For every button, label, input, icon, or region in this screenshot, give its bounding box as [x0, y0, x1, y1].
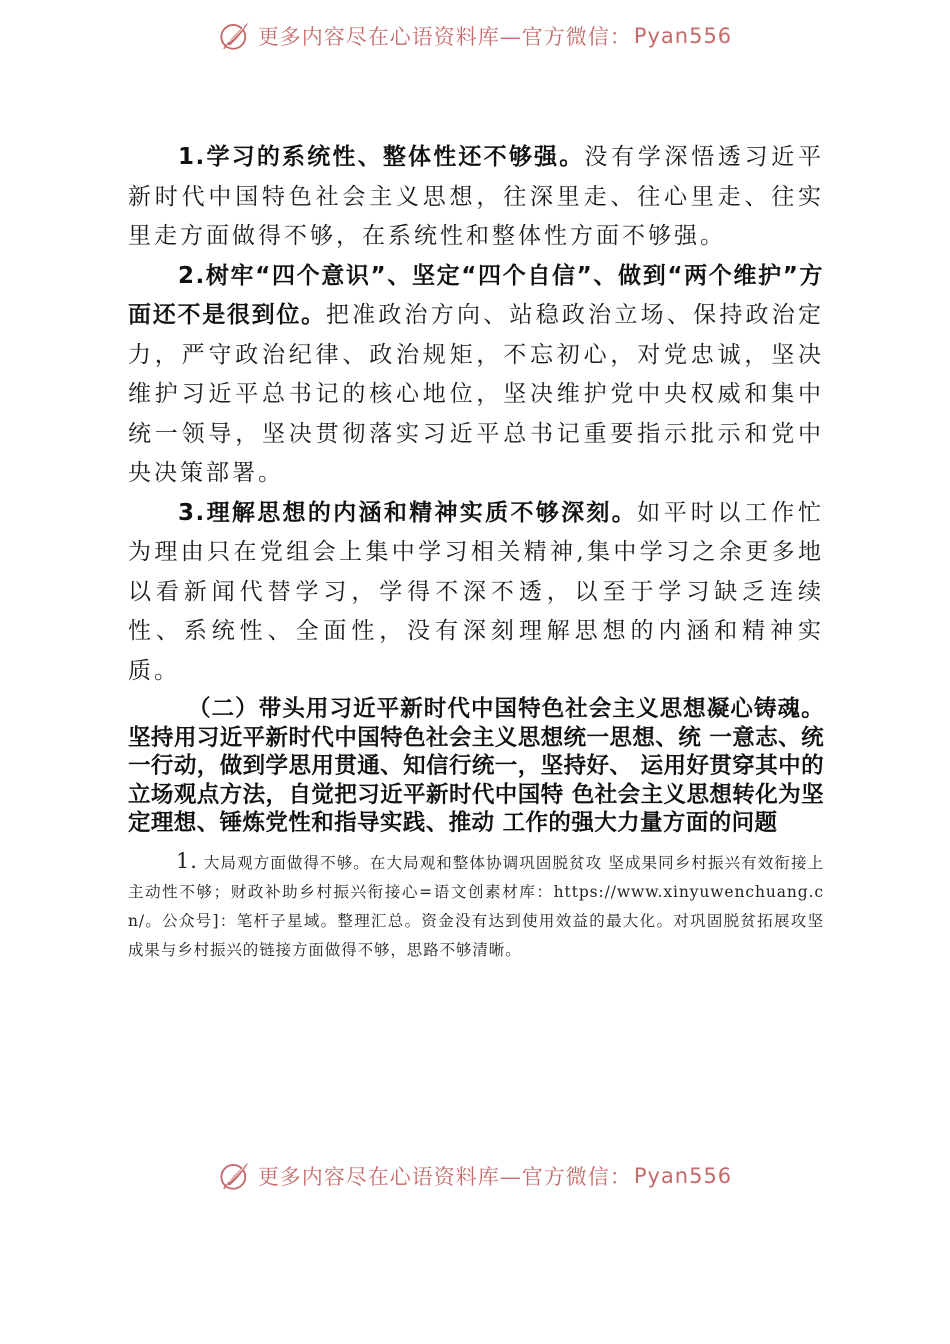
- header-watermark: [0, 16, 950, 56]
- watermark-text: 更多内容尽在心语资料库—官方微信：: [257, 1165, 632, 1189]
- paragraph-2-body: 把准政治方向、站稳政治立场、保持政治定力，严守政治纪律、政治规矩，不忘初心，对党忠诚，坚决维护习近平总书记的核心地位，坚决维护党中央权威和集中统一领导，坚决贯彻落实习近平总书记重要指示批示和党中央决策部署。: [128, 302, 825, 486]
- document-body: [128, 138, 824, 965]
- paragraph-2: [128, 257, 824, 494]
- small-paragraph: [128, 847, 824, 965]
- small-paragraph-text: 大局观方面做得不够。在大局观和整体协调巩固脱贫攻 坚成果同乡村振兴有效衔接上主动性不够；财政补助乡村振兴衔接心=语文创素材库：https://www.xinyuwenchuang.cn/。公众号]：笔杆子星域。整理汇总。资金没有达到使用效益的最大化。对巩固脱贫拓展攻坚成果与乡村振兴的链接方面做得不够，思路不够清晰。: [128, 853, 824, 959]
- paragraph-1-body: 没有学深悟透习近平新时代中国特色社会主义思想，往深里走、往心里走、往实里走方面做得不够，在系统性和整体性方面不够强。: [128, 144, 825, 249]
- watermark-handle: Pyan556: [633, 1164, 733, 1188]
- paragraph-1-lead: 1.学习的系统性、整体性还不够强。: [178, 144, 585, 170]
- paragraph-2-lead: 2.树牢“四个意识”、坚定“四个自信”、做到“两个维护”方面还不是很到位。: [128, 262, 824, 328]
- section-heading: （二）带头用习近平新时代中国特色社会主义思想凝心铸魂。坚持用习近平新时代中国特色社会主义思想统一思想、统 一意志、统一行动，做到学思用贯通、知信行统一，坚持好、 运用好贯穿其中的立场观点方法，自觉把习近平新时代中国特 色社会主义思想转化为坚定理想、锤炼党性和指导实践、推动 工作的强大力量方面的问题: [128, 696, 824, 836]
- watermark-handle: Pyan556: [633, 24, 733, 48]
- watermark-text: 更多内容尽在心语资料库—官方微信：: [257, 25, 632, 49]
- paragraph-3: [128, 494, 824, 692]
- paragraph-3-lead: 3.理解思想的内涵和精神实质不够深刻。: [178, 499, 638, 526]
- quill-pen-logo-icon: [218, 1159, 252, 1193]
- paragraph-3-body: 如平时以工作忙为理由只在党组会上集中学习相关精神,集中学习之余更多地以看新闻代替学习，学得不深不透，以至于学习缺乏连续性、系统性、全面性，没有深刻理解思想的内涵和精神实质。: [128, 499, 825, 684]
- quill-pen-logo-icon: [218, 19, 252, 53]
- paragraph-1: [128, 138, 824, 257]
- footer-watermark: [0, 1156, 950, 1196]
- small-paragraph-number: 1.: [176, 848, 198, 873]
